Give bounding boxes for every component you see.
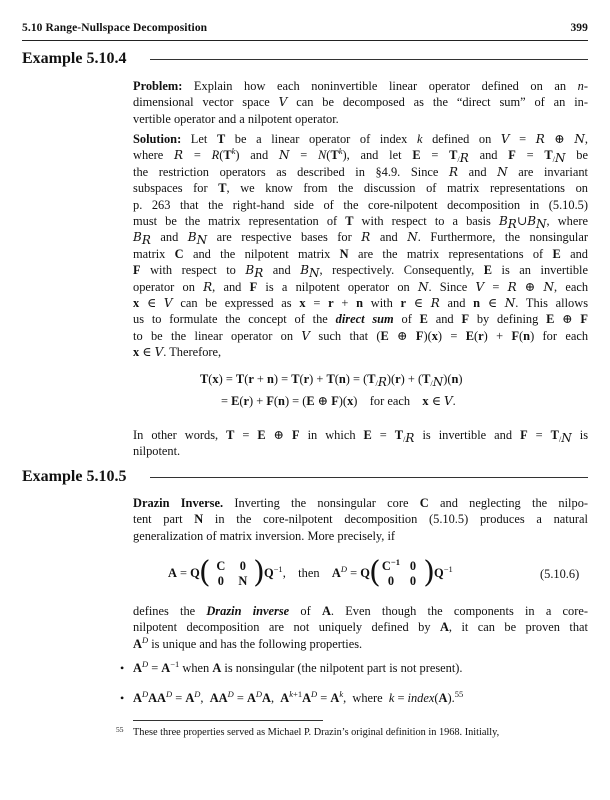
- drazin-matrix: ( $C^{-1}$ 0 0 0 ): [368, 555, 435, 590]
- property-item: $A^D = A^{-1}$ when A is nonsingular (the nilpotent part is not present).: [133, 659, 463, 675]
- example-label: Example 5.10.4: [22, 50, 132, 68]
- solution-paragraph: Solution: Let T be a linear operator of index k defined on V = R ⊕ N, where $R = R(T^k)$ and $N = N(T^k)$, and let $E = T_{/R}$ and $F = T_{/N}$ be the restriction operators as described in §4.9. Since R and N are invariant subspaces for T, we know from the discussion of matrix representations on p. 263 that the right-hand side of the core-nilpotent decomposition in (5.10.5) must be the matrix representation of T with respect to a basis $B_R\cup B_N$, where $B_R$ and $B_N$ are respective bases for R and N. Furthermore, the nonsingular matrix C and the nilpotent matrix N are the matrix representations of E and F with respect to $B_R$ and $B_N$, respectively. Consequently, E is an invertible operator on R, and F is a nilpotent operator on N. Since V = R ⊕ N, each x ∈ V can be expressed as x = r + n with r ∈ R and n ∈ N. This allows us to formulate the concept of the direct sum of E and F by defining E ⊕ F to be the linear operator on V such that (E ⊕ F)(x) = E(r) + F(n) for each x ∈ V. Therefore,: [133, 132, 589, 360]
- running-header: [22, 22, 588, 38]
- heading-rule: [150, 477, 588, 478]
- solution-lead: Solution:: [133, 132, 182, 146]
- footnote-text: These three properties served as Michael P. Drazin’s original definition in 1968. Initially,: [133, 727, 500, 738]
- problem-lead: Problem:: [133, 79, 183, 93]
- example-heading: [22, 50, 588, 72]
- drazin-display-equation: A = Q ( C 0 0 N ) $Q^{-1}$, then $A^D = Q$ ( $C^{-1}$ 0 0 0 ) $Q^{-1}$: [168, 555, 453, 590]
- problem-paragraph: Problem: Explain how each noninvertible linear operator defined on an n- dimensional vector space V can be decomposed as the “direct sum” of an in- vertible operator and a nilpotent operator.: [133, 79, 588, 126]
- page-number: 399: [570, 22, 588, 34]
- example-heading: [22, 468, 588, 490]
- drazin-definition-paragraph: defines the Drazin inverse of A. Even though the components in a core- nilpotent decomposition are not uniquely defined by A, it can be proven that $A^D$ is unique and has the following properties.: [133, 604, 588, 651]
- drazin-intro-paragraph: Drazin Inverse. Inverting the nonsingular core C and neglecting the nilpo- tent part N in the core-nilpotent decomposition (5.10.5) produces a natural generalization of matrix inversion. More precisely, if: [133, 496, 589, 543]
- operator-equation-line1: $T(x) = T(r + n) = T(r) + T(n) = (T_{/R})(r) + (T_{/N})(n)$: [200, 372, 463, 389]
- heading-rule: [150, 59, 588, 60]
- property-item: $A^DAA^D = A^D$, $AA^D = A^DA$, $A^{k+1}A^D = A^k$, where k = index(A).$^{55}$: [133, 689, 464, 705]
- footnote-mark: 55: [454, 689, 464, 699]
- section-title: 5.10 Range-Nullspace Decomposition: [22, 22, 208, 34]
- example-label: Example 5.10.5: [22, 468, 132, 486]
- bullet-marker: •: [120, 661, 125, 675]
- operator-equation-line2: = E(r) + F(n) = (E ⊕ F)(x) for each x ∈ V.: [221, 394, 456, 408]
- conclusion-paragraph: In other words, T = E ⊕ F in which $E = T_{/R}$ is invertible and $F = T_{/N}$ is nilpotent.: [133, 428, 589, 459]
- footnote-number: 55: [116, 725, 124, 734]
- header-rule: [22, 40, 588, 41]
- footnote-rule: [133, 720, 323, 721]
- equation-number: (5.10.6): [540, 567, 580, 581]
- drazin-lead: Drazin Inverse.: [133, 496, 224, 510]
- bullet-marker: •: [120, 691, 125, 705]
- core-nilpotent-matrix: ( C 0 0 N ): [198, 555, 265, 590]
